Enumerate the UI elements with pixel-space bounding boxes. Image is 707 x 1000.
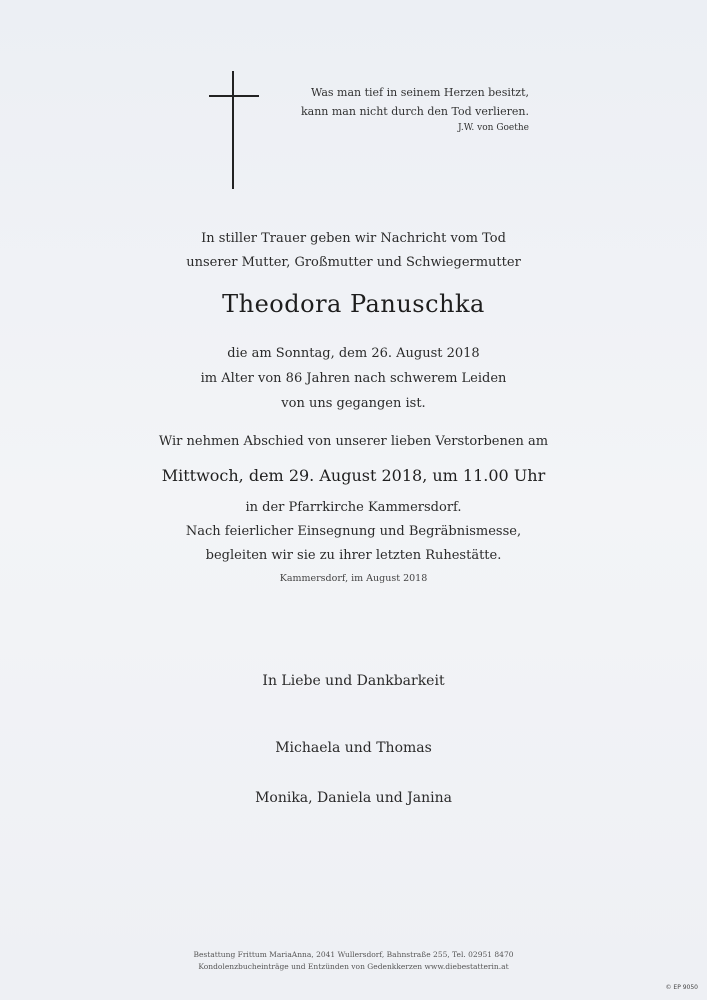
death-notice [0,341,707,416]
quote-author: J.W. von Goethe [457,123,529,133]
quote-line-1: Was man tief in seinem Herzen besitzt, [310,86,529,99]
deceased-name: Theodora Panuschka [222,290,485,318]
mourner-name: Michaela und Thomas [275,740,432,756]
footer-line-1: Bestattung Frittum MariaAnna, 2041 Wullersdorf, Bahnstraße 255, Tel. 02951 8470 [193,950,514,959]
quote-line-2: kann man nicht durch den Tod verlieren. [300,105,529,118]
funeral-date: Mittwoch, dem 29. August 2018, um 11.00 Uhr [161,466,546,485]
death-line-2: im Alter von 86 Jahren nach schwerem Leiden [200,371,507,386]
place-line-2: Nach feierlicher Einsegnung und Begräbnismesse, [185,524,522,539]
death-line-1: die am Sonntag, dem 26. August 2018 [227,346,480,361]
place-line-1: in der Pfarrkirche Kammersdorf. [245,500,462,515]
mourner-name: Monika, Daniela und Janina [255,790,452,806]
cross-icon [209,71,259,189]
footer-line-2: Kondolenzbucheinträge und Entzünden von Gedenkkerzen www.diebestatterin.at [198,962,509,971]
death-line-3: von uns gegangen ist. [281,396,426,411]
closing-text: In Liebe und Dankbarkeit [262,673,445,689]
funeral-place [0,496,707,568]
goethe-quote [301,83,529,135]
farewell-text: Wir nehmen Abschied von unserer lieben Verstorbenen am [158,434,549,449]
footer [0,949,707,973]
place-line-3: begleiten wir sie zu ihrer letzten Ruhestätte. [205,548,502,563]
intro-line-1: In stiller Trauer geben wir Nachricht vom Tod [201,231,506,246]
intro-line-2: unserer Mutter, Großmutter und Schwiegermutter [186,255,521,270]
dateline: Kammersdorf, im August 2018 [279,573,428,584]
intro-text [0,227,707,275]
print-code: © EP 9050 [665,984,698,991]
